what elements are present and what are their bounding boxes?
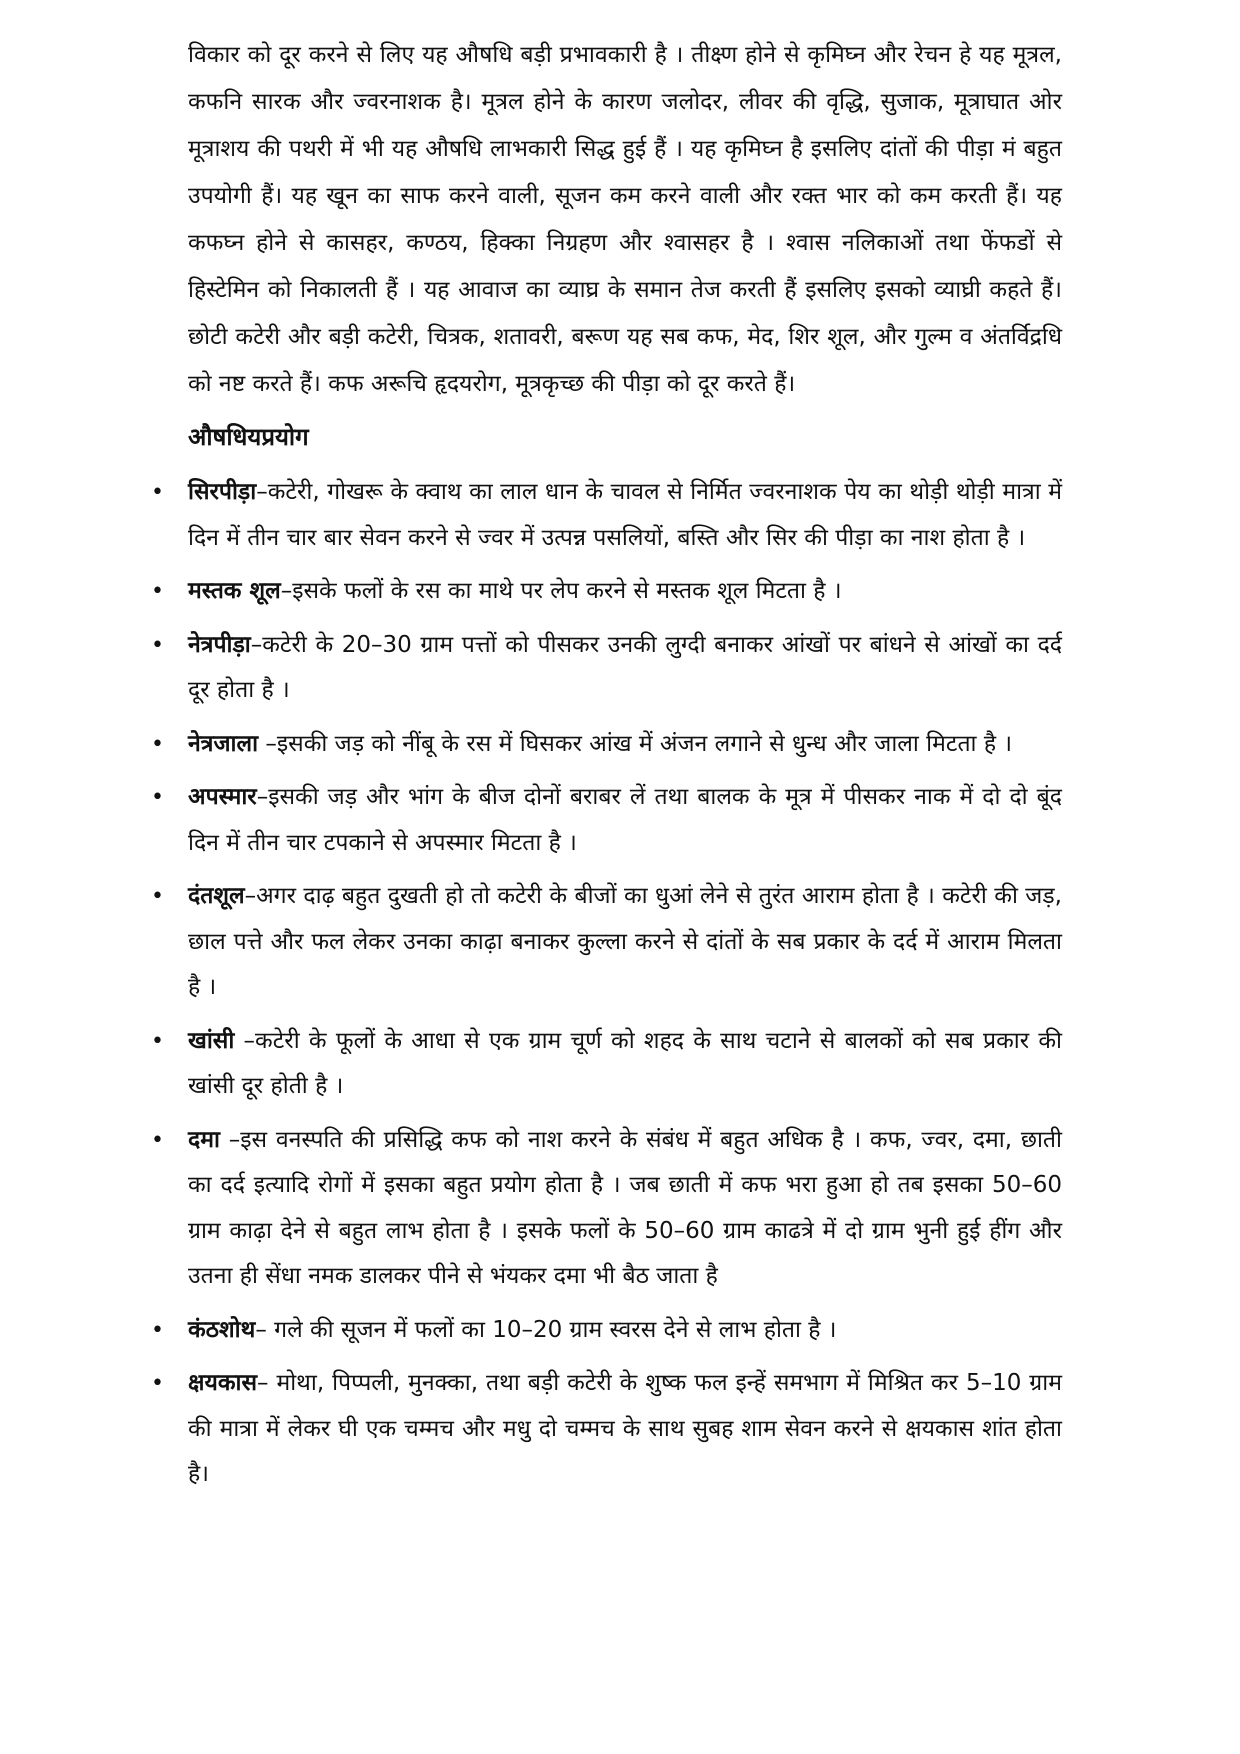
item-term: मस्तक शूल — [188, 578, 281, 604]
item-text: –इस वनस्पति की प्रसिद्धि कफ को नाश करने के संबंध में बहुत अधिक है । कफ, ज्वर, दमा, छाती का दर्द इत्यादि रोगों में इसका बहुत प्रयोग होता है । जब छाती में कफ भरा हुआ हो तब इसका 50–60 ग्राम काढ़ा देने से बहुत लाभ होता है । इसके फलों के 50–60 ग्राम काढत्रे में दो ग्राम भुनी हुई हींग और उतना ही सेंधा नमक डालकर पीने से भंयकर दमा भी बैठ जाता है — [188, 1126, 1063, 1289]
item-term: नेत्रपीड़ा — [188, 631, 251, 658]
item-term: अपस्मार — [188, 784, 257, 810]
bullet-icon: • — [151, 1127, 164, 1153]
bullet-icon: • — [151, 884, 164, 909]
bullet-icon: • — [151, 1028, 164, 1054]
bullet-icon: • — [151, 579, 164, 604]
item-text: –कटेरी के 20–30 ग्राम पत्तों को पीसकर उनकी लुग्दी बनाकर आंखों पर बांधने से आंखों का दर्द दूर होता है । — [188, 631, 1062, 703]
list-item — [151, 722, 1062, 768]
list-item — [151, 775, 1062, 866]
bullet-icon: • — [151, 1371, 164, 1396]
item-text: –कटेरी, गोखरू के क्वाथ का लाल धान के चावल से निर्मित ज्वरनाशक पेय का थोड़ी थोड़ी मात्रा में दिन में तीन चार बार सेवन करने से ज्वर में उत्पन्न पसलियों, बस्ति और सिर की पीड़ा का नाश होता है । — [188, 479, 1062, 551]
list-item — [151, 569, 1062, 615]
list-item — [151, 1308, 1062, 1354]
list-item — [151, 1019, 1062, 1110]
bullet-icon: • — [151, 632, 164, 658]
list-item — [151, 470, 1062, 561]
item-term: क्षयकास — [188, 1370, 257, 1396]
item-text: – मोथा, पिप्पली, मुनक्का, तथा बड़ी कटेरी के शुष्क फल इन्हें समभाग में मिश्रित कर 5–10 ग्राम की मात्रा में लेकर घी एक चम्मच और मधु दो चम्मच के साथ सुबह शाम सेवन करने से क्षयकास शांत होता है। — [188, 1370, 1062, 1487]
item-text: –इसके फलों के रस का माथे पर लेप करने से मस्तक शूल मिटता है । — [280, 578, 842, 604]
section-heading: औषधियप्रयोग — [188, 423, 309, 451]
intro-paragraph: विकार को दूर करने से लिए यह औषधि बड़ी प्रभावकारी है । तीक्ष्ण होने से कृमिघ्न और रेचन हे यह मूत्रल, कफनि सारक और ज्वरनाशक है। मूत्रल होने के कारण जलोदर, लीवर की वृद्धि, सुजाक, मूत्राघात ओर मूत्राशय की पथरी में भी यह औषधि लाभकारी सिद्ध हुई हैं । यह कृमिघ्न है इसलिए दांतों की पीड़ा मं बहुत उपयोगी हैं। यह खून का साफ करने वाली, सूजन कम करने वाली और रक्त भार को कम करती हैं। यह कफघ्न होने से कासहर, कण्ठय, हिक्का निग्रहण और श्वासहर है । श्वास नलिकाओं तथा फेंफडों से हिस्टेमिन को निकालती हैं । यह आवाज का व्याघ्र के समान तेज करती हैं इसलिए इसको व्याघ्री कहते हैं। छोटी कटेरी और बड़ी कटेरी, चित्रक, शतावरी, बरूण यह सब कफ, मेद, शिर शूल, और गुल्म व अंतर्विद्रधि को नष्ट करते हैं। कफ अरूचि हृदयरोग, मूत्रकृच्छ की पीड़ा को दूर करते हैं। — [188, 42, 1062, 397]
item-term: सिरपीड़ा — [188, 479, 257, 505]
bullet-icon: • — [151, 1317, 164, 1343]
bullet-icon: • — [151, 480, 164, 505]
item-text: –अगर दाढ़ बहुत दुखती हो तो कटेरी के बीजों का धुआं लेने से तुरंत आराम होता है । कटेरी की जड़, छाल पत्ते और फल लेकर उनका काढ़ा बनाकर कुल्ला करने से दांतों के सब प्रकार के दर्द में आराम मिलता है । — [188, 883, 1062, 1000]
item-text: –इसकी जड़ और भांग के बीज दोनों बराबर लें तथा बालक के मूत्र में पीसकर नाक में दो दो बूंद दिन में तीन चार टपकाने से अपस्मार मिटता है । — [188, 784, 1062, 856]
item-term: खांसी — [188, 1027, 235, 1054]
document-page — [151, 32, 1063, 1506]
list-item — [151, 1361, 1062, 1498]
list-item — [151, 874, 1062, 1011]
list-item — [151, 1118, 1063, 1300]
item-term: दमा — [188, 1126, 220, 1153]
item-text: – गले की सूजन में फलों का 10–20 ग्राम स्वरस देने से लाभ होता है । — [255, 1316, 837, 1343]
item-text: –कटेरी के फूलों के आधा से एक ग्राम चूर्ण को शहद के साथ चटाने से बालकों को सब प्रकार की खांसी दूर होती है । — [188, 1027, 1062, 1099]
bullet-icon: • — [151, 785, 164, 810]
item-term: नेत्रजाला — [188, 730, 259, 757]
item-term: कंठशोथ — [188, 1316, 256, 1343]
item-term: दंतशूल — [188, 883, 245, 909]
list-item — [151, 623, 1062, 714]
usage-list — [151, 470, 1063, 1498]
bullet-icon: • — [151, 731, 164, 757]
item-text: –इसकी जड़ को नींबू के रस में घिसकर आंख में अंजन लगाने से धुन्ध और जाला मिटता है । — [258, 730, 1013, 757]
